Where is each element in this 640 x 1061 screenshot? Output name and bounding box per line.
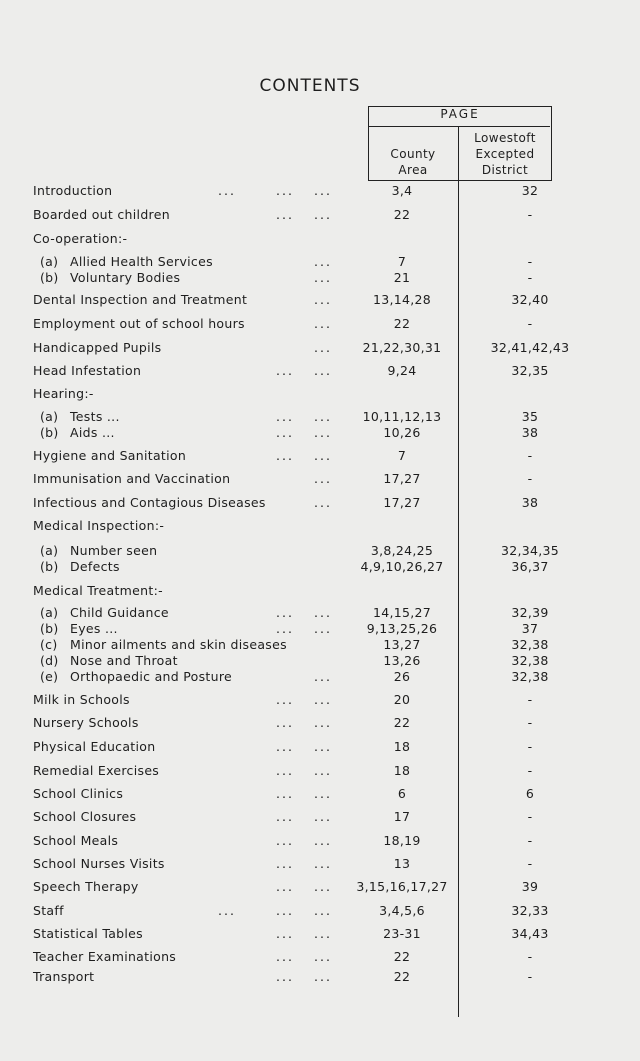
dot-leader: ... — [314, 856, 332, 871]
dot-leader: ... — [314, 425, 332, 440]
row-index: (a) — [40, 605, 59, 620]
row-label: Employment out of school hours — [33, 316, 245, 331]
header-divider — [368, 126, 550, 127]
row-label: Tests ... — [70, 409, 120, 424]
lowestoft-page-ref: - — [527, 809, 533, 824]
dot-leader: ... — [314, 669, 332, 684]
contents-row — [0, 832, 640, 850]
dot-leader: ... — [276, 856, 294, 871]
contents-row — [0, 785, 640, 803]
row-label: Allied Health Services — [70, 254, 213, 269]
county-page-ref: 7 — [397, 448, 407, 463]
contents-row — [0, 558, 640, 576]
dot-leader: ... — [276, 363, 294, 378]
county-page-ref: 18 — [393, 739, 411, 754]
lowestoft-page-ref: - — [527, 692, 533, 707]
contents-row — [0, 668, 640, 686]
dot-leader: ... — [314, 270, 332, 285]
dot-leader: ... — [276, 621, 294, 636]
row-label: Speech Therapy — [33, 879, 139, 894]
county-page-ref: 21 — [393, 270, 411, 285]
row-label: Staff — [33, 903, 64, 918]
county-page-ref: 3,4 — [391, 183, 413, 198]
dot-leader: ... — [314, 621, 332, 636]
row-index: (a) — [40, 543, 59, 558]
dot-leader: ... — [276, 763, 294, 778]
county-page-ref: 6 — [397, 786, 407, 801]
county-page-ref: 13 — [393, 856, 411, 871]
row-label: Nursery Schools — [33, 715, 139, 730]
county-page-ref: 22 — [393, 969, 411, 984]
lowestoft-header — [460, 130, 550, 178]
row-index: (b) — [40, 425, 59, 440]
contents-row — [0, 878, 640, 896]
row-index: (a) — [40, 254, 59, 269]
contents-row — [0, 808, 640, 826]
lowestoft-page-ref: - — [527, 270, 533, 285]
contents-row — [0, 948, 640, 966]
county-page-ref: 18 — [393, 763, 411, 778]
dot-leader: ... — [314, 363, 332, 378]
page-title: CONTENTS — [259, 76, 361, 96]
county-page-ref: 22 — [393, 316, 411, 331]
contents-row — [0, 362, 640, 380]
contents-row — [0, 291, 640, 309]
dot-leader: ... — [276, 879, 294, 894]
lowestoft-page-ref: 32,38 — [511, 637, 549, 652]
row-label: Medical Inspection:- — [33, 518, 165, 533]
row-label: Immunisation and Vaccination — [33, 471, 231, 486]
county-page-ref: 21,22,30,31 — [362, 340, 442, 355]
dot-leader: ... — [276, 969, 294, 984]
row-label: Voluntary Bodies — [70, 270, 181, 285]
dot-leader: ... — [276, 786, 294, 801]
lowestoft-page-ref: 35 — [521, 409, 539, 424]
row-label: Hygiene and Sanitation — [33, 448, 187, 463]
contents-row — [0, 182, 640, 200]
dot-leader: ... — [314, 409, 332, 424]
row-label: Statistical Tables — [33, 926, 143, 941]
dot-leader: ... — [314, 605, 332, 620]
county-page-ref: 17,27 — [383, 495, 421, 510]
row-label: Handicapped Pupils — [33, 340, 162, 355]
row-label: Eyes ... — [70, 621, 118, 636]
lowestoft-page-ref: 32,35 — [511, 363, 549, 378]
contents-row — [0, 470, 640, 488]
row-label: Co-operation:- — [33, 231, 128, 246]
county-page-ref: 17 — [393, 809, 411, 824]
lowestoft-header-line: Excepted — [475, 147, 535, 161]
contents-row — [0, 925, 640, 943]
county-page-ref: 3,8,24,25 — [370, 543, 434, 558]
dot-leader: ... — [276, 949, 294, 964]
dot-leader: ... — [276, 833, 294, 848]
dot-leader: ... — [276, 409, 294, 424]
row-label: Introduction — [33, 183, 113, 198]
lowestoft-page-ref: 37 — [521, 621, 539, 636]
row-index: (b) — [40, 559, 59, 574]
lowestoft-page-ref: - — [527, 833, 533, 848]
lowestoft-page-ref: - — [527, 739, 533, 754]
dot-leader: ... — [276, 903, 294, 918]
row-label: Hearing:- — [33, 386, 94, 401]
dot-leader: ... — [218, 903, 236, 918]
county-page-ref: 13,27 — [383, 637, 421, 652]
row-label: School Clinics — [33, 786, 124, 801]
county-page-ref: 4,9,10,26,27 — [360, 559, 444, 574]
dot-leader: ... — [276, 207, 294, 222]
dot-leader: ... — [218, 183, 236, 198]
row-index: (a) — [40, 409, 59, 424]
row-label: School Nurses Visits — [33, 856, 165, 871]
county-page-ref: 13,14,28 — [372, 292, 432, 307]
county-page-ref: 18,19 — [383, 833, 421, 848]
row-label: Dental Inspection and Treatment — [33, 292, 248, 307]
row-label: Infectious and Contagious Diseases — [33, 495, 266, 510]
lowestoft-page-ref: 36,37 — [511, 559, 549, 574]
contents-row — [0, 855, 640, 873]
lowestoft-page-ref: - — [527, 856, 533, 871]
row-label: Transport — [33, 969, 95, 984]
dot-leader: ... — [314, 183, 332, 198]
county-page-ref: 9,13,25,26 — [366, 621, 438, 636]
dot-leader: ... — [314, 739, 332, 754]
dot-leader: ... — [276, 715, 294, 730]
page-column-label: PAGE — [440, 107, 480, 121]
dot-leader: ... — [314, 316, 332, 331]
dot-leader: ... — [276, 692, 294, 707]
county-page-ref: 23-31 — [383, 926, 421, 941]
lowestoft-header-line: District — [481, 163, 529, 177]
county-page-ref: 14,15,27 — [372, 605, 432, 620]
dot-leader: ... — [276, 183, 294, 198]
dot-leader: ... — [314, 969, 332, 984]
contents-row — [0, 762, 640, 780]
contents-row — [0, 714, 640, 732]
county-area-header — [368, 146, 458, 178]
dot-leader: ... — [314, 879, 332, 894]
dot-leader: ... — [276, 425, 294, 440]
contents-row — [0, 738, 640, 756]
row-index: (c) — [40, 637, 58, 652]
contents-row — [0, 494, 640, 512]
lowestoft-header-line: Lowestoft — [474, 131, 536, 145]
lowestoft-page-ref: - — [527, 207, 533, 222]
row-label: Physical Education — [33, 739, 156, 754]
contents-row — [0, 424, 640, 442]
dot-leader: ... — [276, 926, 294, 941]
row-label: Teacher Examinations — [33, 949, 177, 964]
lowestoft-page-ref: 32,34,35 — [500, 543, 560, 558]
contents-row — [0, 447, 640, 465]
lowestoft-page-ref: - — [527, 471, 533, 486]
dot-leader: ... — [314, 292, 332, 307]
lowestoft-page-ref: 32,38 — [511, 653, 549, 668]
county-header-line: County — [390, 147, 436, 161]
contents-row — [0, 269, 640, 287]
dot-leader: ... — [314, 833, 332, 848]
county-page-ref: 10,26 — [383, 425, 421, 440]
contents-row — [0, 230, 640, 248]
county-page-ref: 3,4,5,6 — [379, 903, 425, 918]
row-label: Child Guidance — [70, 605, 169, 620]
row-label: Boarded out children — [33, 207, 170, 222]
contents-row — [0, 691, 640, 709]
lowestoft-page-ref: 32,39 — [511, 605, 549, 620]
row-label: Defects — [70, 559, 120, 574]
county-page-ref: 3,15,16,17,27 — [356, 879, 448, 894]
dot-leader: ... — [314, 903, 332, 918]
row-label: Head Infestation — [33, 363, 142, 378]
county-page-ref: 22 — [393, 715, 411, 730]
row-index: (d) — [40, 653, 59, 668]
dot-leader: ... — [314, 692, 332, 707]
dot-leader: ... — [314, 926, 332, 941]
dot-leader: ... — [314, 949, 332, 964]
dot-leader: ... — [276, 809, 294, 824]
dot-leader: ... — [276, 448, 294, 463]
row-label: School Meals — [33, 833, 119, 848]
dot-leader: ... — [314, 448, 332, 463]
lowestoft-page-ref: 32 — [521, 183, 539, 198]
dot-leader: ... — [314, 495, 332, 510]
row-label: Orthopaedic and Posture — [70, 669, 233, 684]
dot-leader: ... — [314, 786, 332, 801]
dot-leader: ... — [314, 763, 332, 778]
row-label: School Closures — [33, 809, 137, 824]
lowestoft-page-ref: 32,40 — [511, 292, 549, 307]
county-page-ref: 20 — [393, 692, 411, 707]
lowestoft-page-ref: 32,33 — [511, 903, 549, 918]
county-page-ref: 13,26 — [383, 653, 421, 668]
lowestoft-page-ref: 32,41,42,43 — [490, 340, 570, 355]
county-header-line: Area — [398, 163, 428, 177]
row-index: (e) — [40, 669, 59, 684]
lowestoft-page-ref: - — [527, 715, 533, 730]
county-page-ref: 10,11,12,13 — [362, 409, 442, 424]
lowestoft-page-ref: - — [527, 949, 533, 964]
row-label: Nose and Throat — [70, 653, 178, 668]
county-page-ref: 26 — [393, 669, 411, 684]
lowestoft-page-ref: - — [527, 254, 533, 269]
county-page-ref: 22 — [393, 949, 411, 964]
contents-row — [0, 315, 640, 333]
lowestoft-page-ref: - — [527, 763, 533, 778]
contents-row — [0, 206, 640, 224]
contents-row — [0, 902, 640, 920]
county-page-ref: 9,24 — [387, 363, 417, 378]
contents-row — [0, 968, 640, 986]
contents-row — [0, 339, 640, 357]
row-label: Aids ... — [70, 425, 115, 440]
lowestoft-page-ref: 38 — [521, 425, 539, 440]
dot-leader: ... — [276, 739, 294, 754]
row-label: Minor ailments and skin diseases — [70, 637, 287, 652]
dot-leader: ... — [314, 715, 332, 730]
dot-leader: ... — [314, 254, 332, 269]
dot-leader: ... — [314, 340, 332, 355]
lowestoft-page-ref: 38 — [521, 495, 539, 510]
county-page-ref: 17,27 — [383, 471, 421, 486]
lowestoft-page-ref: 6 — [525, 786, 535, 801]
lowestoft-page-ref: 34,43 — [511, 926, 549, 941]
row-label: Number seen — [70, 543, 158, 558]
row-label: Medical Treatment:- — [33, 583, 163, 598]
lowestoft-page-ref: - — [527, 316, 533, 331]
row-index: (b) — [40, 621, 59, 636]
lowestoft-page-ref: 39 — [521, 879, 539, 894]
dot-leader: ... — [276, 605, 294, 620]
row-index: (b) — [40, 270, 59, 285]
county-page-ref: 22 — [393, 207, 411, 222]
dot-leader: ... — [314, 471, 332, 486]
row-label: Remedial Exercises — [33, 763, 160, 778]
contents-row — [0, 385, 640, 403]
contents-row — [0, 582, 640, 600]
dot-leader: ... — [314, 207, 332, 222]
row-label: Milk in Schools — [33, 692, 130, 707]
dot-leader: ... — [314, 809, 332, 824]
lowestoft-page-ref: 32,38 — [511, 669, 549, 684]
county-page-ref: 7 — [397, 254, 407, 269]
lowestoft-page-ref: - — [527, 448, 533, 463]
lowestoft-page-ref: - — [527, 969, 533, 984]
contents-row — [0, 517, 640, 535]
